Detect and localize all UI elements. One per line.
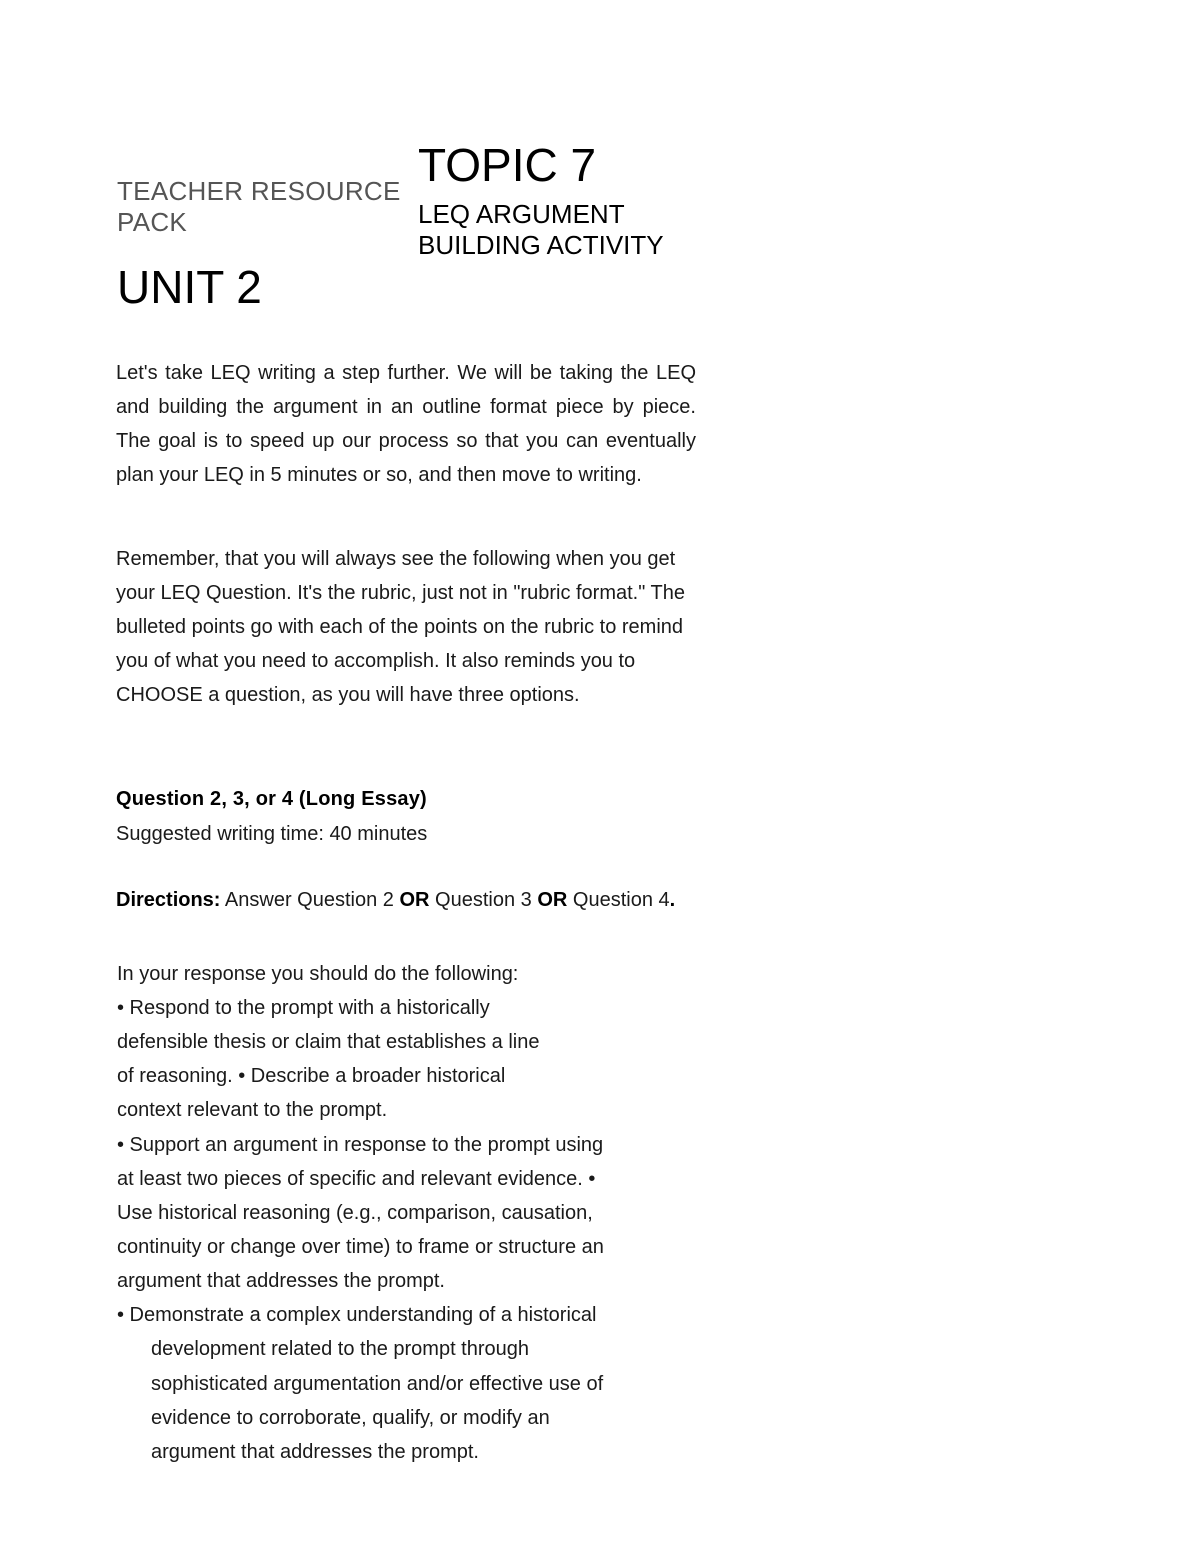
indented-line: evidence to corroborate, qualify, or modify an <box>151 1407 550 1429</box>
response-line: at least two pieces of specific and relevant evidence. • <box>117 1168 596 1190</box>
directions-label: Directions: <box>116 889 221 911</box>
indented-line: sophisticated argumentation and/or effective use of <box>151 1373 604 1395</box>
intro-paragraph-1: Let's take LEQ writing a step further. We will be taking the LEQ and building the argument in an outline format piece by piece. The goal is to speed up our process so that you can eventually plan your LEQ in 5 minutes or so, and then move to writing. <box>116 362 696 486</box>
directions-text-1: Answer Question 2 <box>224 889 394 911</box>
directions-text-3: Question 4 <box>572 889 670 911</box>
response-line: • Demonstrate a complex understanding of a historical <box>117 1304 597 1326</box>
response-line: argument that addresses the prompt. <box>117 1270 445 1292</box>
response-line: context relevant to the prompt. <box>117 1099 388 1121</box>
response-line: • Respond to the prompt with a historically <box>117 997 490 1019</box>
suggested-time: Suggested writing time: 40 minutes <box>116 823 428 845</box>
indented-line: development related to the prompt through <box>151 1338 530 1360</box>
topic-title: TOPIC 7 <box>418 139 597 191</box>
response-line: In your response you should do the following: <box>117 963 519 985</box>
response-line: continuity or change over time) to frame or structure an <box>117 1236 604 1258</box>
response-line: of reasoning. • Describe a broader historical <box>117 1065 506 1087</box>
directions-or-1: OR <box>399 889 430 911</box>
response-line: • Support an argument in response to the prompt using <box>117 1134 604 1156</box>
topic-subtitle: LEQ ARGUMENT BUILDING ACTIVITY <box>418 199 664 260</box>
directions-text-2: Question 3 <box>435 889 532 911</box>
response-line: defensible thesis or claim that establishes a line <box>117 1031 540 1053</box>
question-heading: Question 2, 3, or 4 (Long Essay) <box>116 788 427 810</box>
directions-end: . <box>669 889 676 911</box>
indented-line: argument that addresses the prompt. <box>151 1441 479 1463</box>
directions-or-2: OR <box>537 889 568 911</box>
directions <box>116 887 701 913</box>
unit-title: UNIT 2 <box>117 261 262 313</box>
pack-title: TEACHER RESOURCE PACK <box>117 176 401 237</box>
response-line: Use historical reasoning (e.g., comparison, causation, <box>117 1202 593 1224</box>
intro-paragraph-2: Remember, that you will always see the following when you get your LEQ Question. It's the rubric, just not in "rubric format." The bulleted points go with each of the points on the rubric to remind you of what you need to accomplish. It also reminds you to CHOOSE a question, as you will have three options. <box>116 548 685 706</box>
